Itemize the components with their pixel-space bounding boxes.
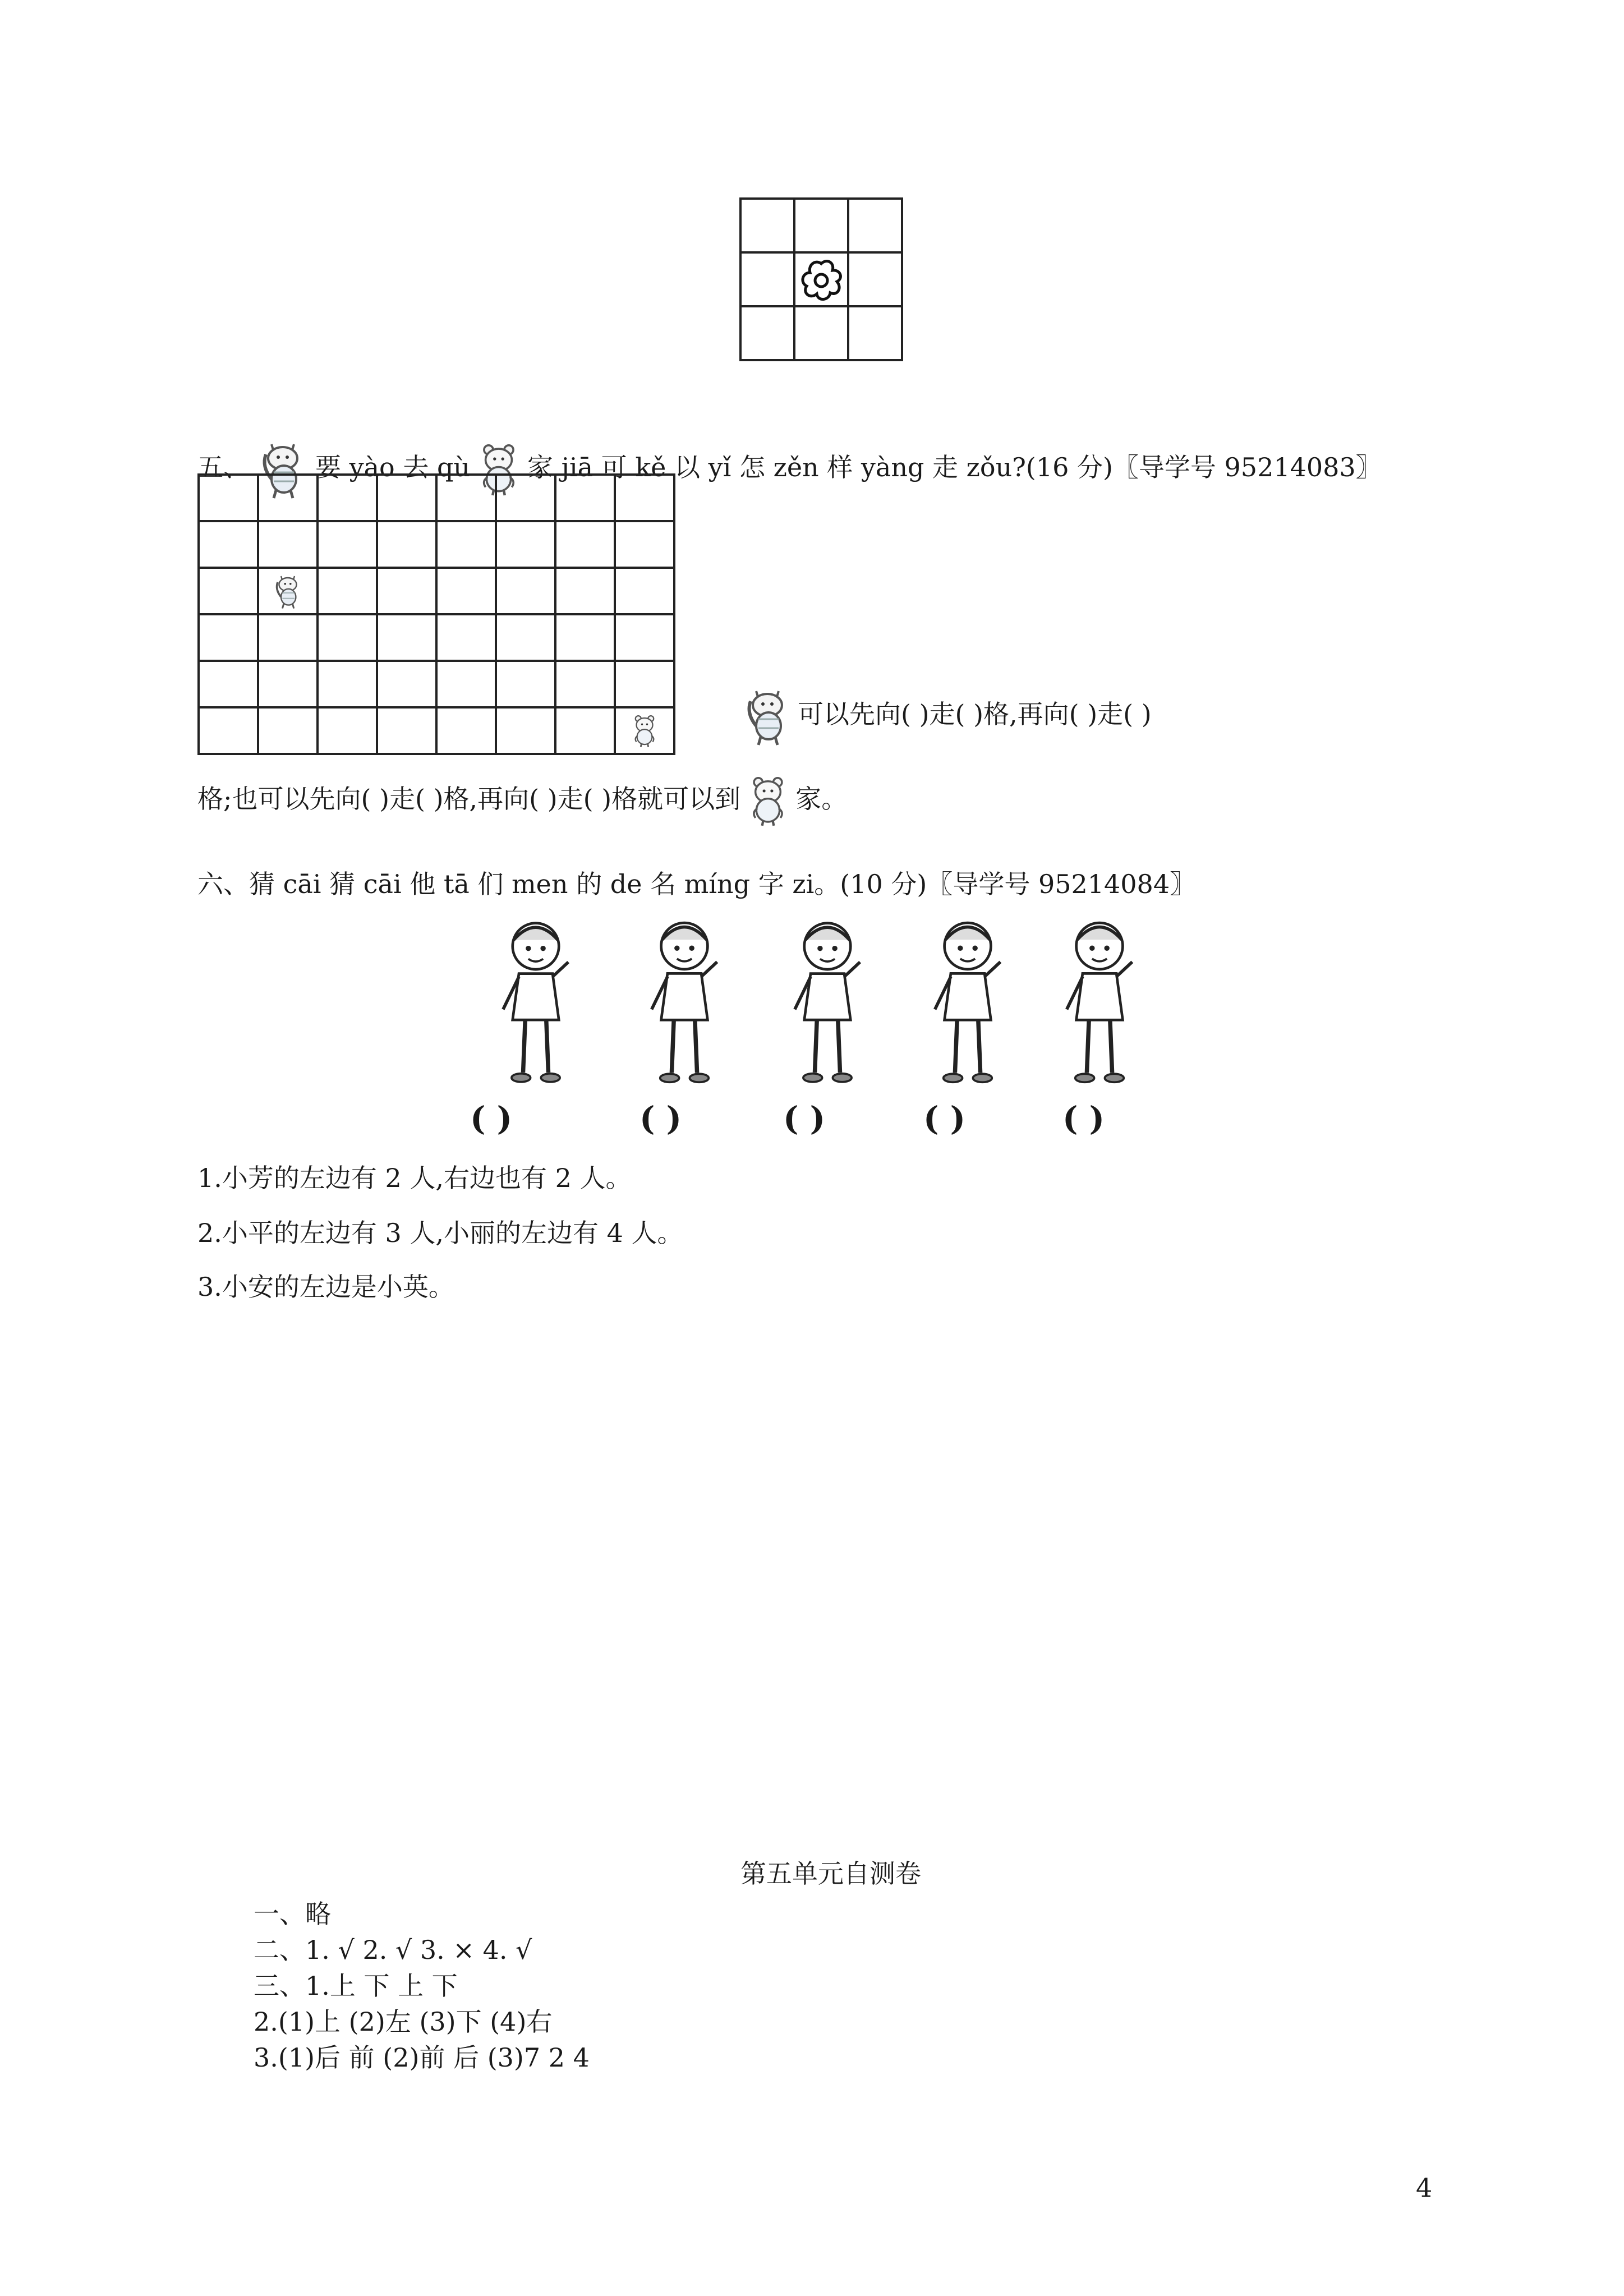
child-boy-2 xyxy=(920,914,1015,1094)
answer-line: 2.(1)上 (2)左 (3)下 (4)右 xyxy=(254,2007,553,2037)
section5-label: 五、 xyxy=(197,452,249,482)
cat-icon xyxy=(739,685,795,747)
section5-line1 xyxy=(739,685,1152,747)
section5-text-b: 家 jiā 可 kě 以 yǐ 怎 zěn 样 yàng 走 zǒu?(16 分)〖导学号 95214083〗 xyxy=(527,452,1382,482)
answer-line: 3.(1)后 前 (2)前 后 (3)7 2 4 xyxy=(254,2042,590,2073)
answers-title: 第五单元自测卷 xyxy=(740,1858,921,1889)
section5-line2-text: 格;也可以先向( )走( )格,再向( )走( )格就可以到 xyxy=(197,784,741,814)
answer-bracket[interactable]: ( ) xyxy=(923,1099,966,1138)
bear-icon xyxy=(629,714,660,748)
bear-icon xyxy=(744,774,792,828)
answer-bracket[interactable]: ( ) xyxy=(1062,1099,1105,1138)
answer-line: 三、1.上 下 上 下 xyxy=(254,1971,458,2001)
child-girl-3 xyxy=(1055,914,1144,1094)
section5-line2 xyxy=(197,774,847,828)
flower-grid xyxy=(739,197,903,361)
flower-icon xyxy=(798,256,845,303)
answer-bracket[interactable]: ( ) xyxy=(640,1099,682,1138)
clue-3: 3.小安的左边是小英。 xyxy=(197,1272,454,1302)
clue-1: 1.小芳的左边有 2 人,右边也有 2 人。 xyxy=(197,1163,632,1193)
answer-line: 二、1. √ 2. √ 3. × 4. √ xyxy=(254,1935,532,1965)
child-girl-2 xyxy=(785,914,869,1094)
clue-2: 2.小平的左边有 3 人,小丽的左边有 4 人。 xyxy=(197,1218,683,1248)
answer-bracket[interactable]: ( ) xyxy=(783,1099,826,1138)
cat-icon xyxy=(271,573,305,610)
section6-title: 六、猜 cāi 猜 cāi 他 tā 们 men 的 de 名 míng 字 zi。(10 分)〖导学号 95214084〗 xyxy=(197,869,1196,899)
child-girl-1 xyxy=(494,914,578,1094)
page-number: 4 xyxy=(1416,2173,1433,2203)
children-illustration xyxy=(471,914,1447,1099)
section5-line2-end: 家。 xyxy=(795,784,848,814)
child-boy-1 xyxy=(640,914,729,1094)
section5-text-a: 要 yào 去 qù xyxy=(315,452,471,482)
section5-line1-text: 可以先向( )走( )格,再向( )走( ) xyxy=(798,699,1152,729)
path-grid xyxy=(197,473,675,755)
answer-line: 一、略 xyxy=(254,1899,331,1929)
answer-bracket[interactable]: ( ) xyxy=(470,1099,513,1138)
